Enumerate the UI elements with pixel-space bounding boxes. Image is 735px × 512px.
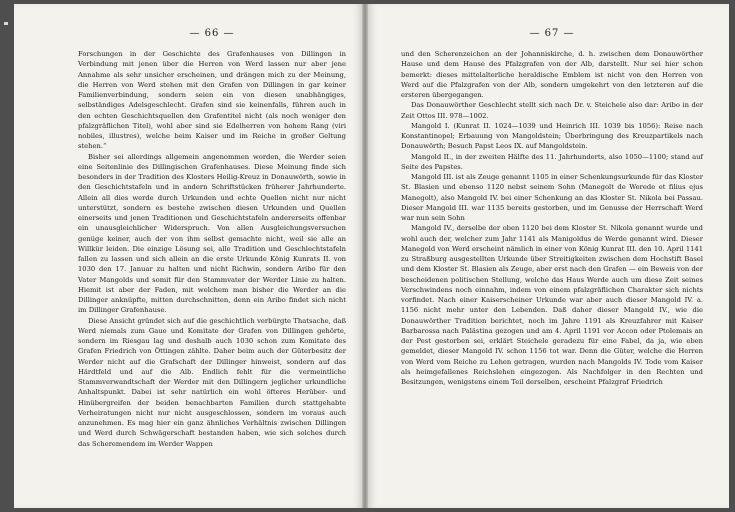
paragraph: Mangold IV., derselbe der oben 1120 bei dem Kloster St. Nikola genannt wurde und wohl auch der, welcher zum Jahr 1141 als Manigoldus de Werde genannt wird. Dieser Manegold von Werd erscheint nämlich in einer von König Kunrat III. den 10. April 1141 zu Straßburg ausgestellten Urkunde über Streitigkeiten zwischen dem Hochstift Basel und dem Kloster St. Blasien als Zeuge, aber erst nach den Grafen — ein Beweis von der bescheidenen politischen Stellung, welche das Haus Werde auch um diese Zeit seines Verschwindens noch einnahm, indem von einem pfalzgräflichen Charakter sich nichts vorfindet. Nach einer Kaiserscheiner Urkunde war aber auch dieser Mangold IV. a. 1156 nicht mehr unter den Lebenden. Daß daher dieser Mangold IV., wie die Donauwörther Tradition berichtet, noch im Jahre 1191 als Kreuzfahrer mit Kaiser Barbarossa nach Palästina gezogen und am 4. April 1191 vor Accon oder Ptolemais an der Pest gestorben sei, erklärt Steichele geradezu für eine Fabel, da ja, wie eben gemeldet, dieser Mangold IV. schon 1156 tot war. Denn die Güter, welche die Herren von Werd vom Reiche zu Lehen getragen, wurden nach Mangolds IV. Tode vom Kaiser als heimgefallenes Reichslehen eingezogen. Als Nachfolger in den Rechten und Besitzungen, wenigstens einem Teil derselben, erscheint Pfalzgraf Friedrich (401, 224, 703, 386)
right-page (368, 4, 729, 508)
page-number: — 66 — (189, 28, 235, 39)
page-number: — 67 — (529, 28, 575, 39)
page-body-text (401, 49, 703, 387)
paragraph: und den Scherenzeichen an der Johanniskirche, d. h. zwischen dem Donauwörther Hause und dem Hause des Pfalzgrafen von der Alb, darstellt. Nur sei hier schon bemerkt: dieses mittelalterliche heraldische Emblem ist nicht von den Herren von Werd auf die Pfalzgrafen von der Alb, sondern umgekehrt von den letzteren auf die ersteren übergegangen. (401, 50, 703, 99)
paragraph: Mangold III. ist als Zeuge genannt 1105 in einer Schenkungsurkunde für das Kloster St. Blasien und ebenso 1120 nebst seinem Sohn (Manegolt de Werede et filius ejus Manegolt), also Mangold IV. bei einer Schenkung an das Kloster St. Nikola bei Passau. Dieser Mangold III. war 1135 bereits gestorben, und im Genusse der Herrschaft Werd war nun sein Sohn (401, 173, 703, 222)
page-body-text (78, 49, 346, 449)
paragraph: Diese Ansicht gründet sich auf die geschichtlich verbürgte Thatsache, daß Werd niemals zum Gaue und Komitate der Grafen von Dillingen gehörte, sondern im Riesgau lag und deshalb auch 1030 schon zum Komitate des Grafen Friedrich von Öttingen zählte. Daher beim auch der Güterbesitz der Werder nicht auf die Grafschaft der Dillinger hinweist, sondern auf das Härdtfeld und auf die Alb. Endlich fehlt für die vermeintliche Stammverwandtschaft der Werder mit den Dillingern jeglicher urkundliche Anhaltspunkt. Dabei ist sehr natürlich ein wohl öfteres Herüber- und Hinübergreifen der beiden benachbarten Familien durch stattgehabte Verheiratungen nicht nur nicht ausgeschlossen, sondern im voraus auch anzunehmen. Es mag hier ein ganz ähnliches Verhältnis zwischen Dillingen und Werd durch Schwägerschaft bestanden haben, wie sich solches durch das Scheremendem im Werder Wappen (78, 316, 346, 448)
left-page (14, 4, 362, 508)
paragraph: Forschungen in der Geschichte des Grafenhauses von Dillingen in Verbindung mit jenen über die Herren von Werd lassen nur aber jene Annahme als sehr unsicher erscheinen, und drängen mich zu der Meinung, die Herren von Werd stehen mit den Grafen von Dillingen in gar keiner Familienverbindung, sondern seien ein von diesen unabhängiges, selbständiges Adelsgeschlecht. Grafen sind sie keinenfalls, führen auch in den echten Geschichtsquellen den Grafentitel nicht (als noch weniger den pfalzgräflichen Titel), wohl aber sind sie Edelherren von hohem Rang (viri nobiles, illustres), welche beim Kaiser und im Reiche in großer Geltung stehen.“ (78, 50, 346, 151)
paragraph: Mangold II., in der zweiten Hälfte des 11. Jahrhunderts, also 1050—1100; stand auf Seite des Papstes. (401, 152, 703, 171)
paragraph: Bisher sei allerdings allgemein angenommen worden, die Werder seien eine Seitenlinie des Dillingischen Grafenhauses. Diese Meinung finde sich besonders in der Tradition des Klosters Heilig-Kreuz in Donauwörth, sowie in den Geschichtstafeln und in andern Schriftstücken früherer Jahrhunderte. Allein all dies werde durch Urkunden und echte Quellen nicht nur nicht unterstützt, sondern es bestehe zwischen diesen Urkunden und Quellen einerseits und jenen Traditionen und Geschichtstafeln andererseits offenbar ein unausgleichlicher Widerspruch. Von allen Ausgleichungsversuchen genüge keiner, auch der von ihm selbst gemachte nicht, weil sie alle an Willkür leiden. Die einzige Lösung sei, alle Tradition und Geschlechtstafeln fallen zu lassen und sich allein an die erste Urkunde König Kunrats II. von 1030 den 17. Januar zu halten und nicht Richwin, sondern Aribo für den Vater Mangolds und somit für den Stammvater der Werder Linie zu halten. Hiemit ist aber der Faden, mit welchem man bisher die Werder an die Dillinger anknüpfte, mitten durchschnitten, denn ein Aribo findet sich nicht im Dillinger Grafenhause. (78, 152, 346, 315)
paragraph: Das Donauwörther Geschlecht stellt sich nach Dr. v. Steichele also dar: Aribo in der Zeit Ottos III. 978—1002. (401, 101, 703, 120)
page-edge-mark (4, 22, 8, 25)
paragraph: Mangold I. (Kunrat II. 1024—1039 und Heinrich III. 1039 bis 1056): Reise nach Konstantinopel; Erbauung von Mangoldstein; Überbringung des Kreuzpartikels nach Donauwörth; Besuch Papst Leos IX. auf Mangoldstein. (401, 121, 703, 151)
